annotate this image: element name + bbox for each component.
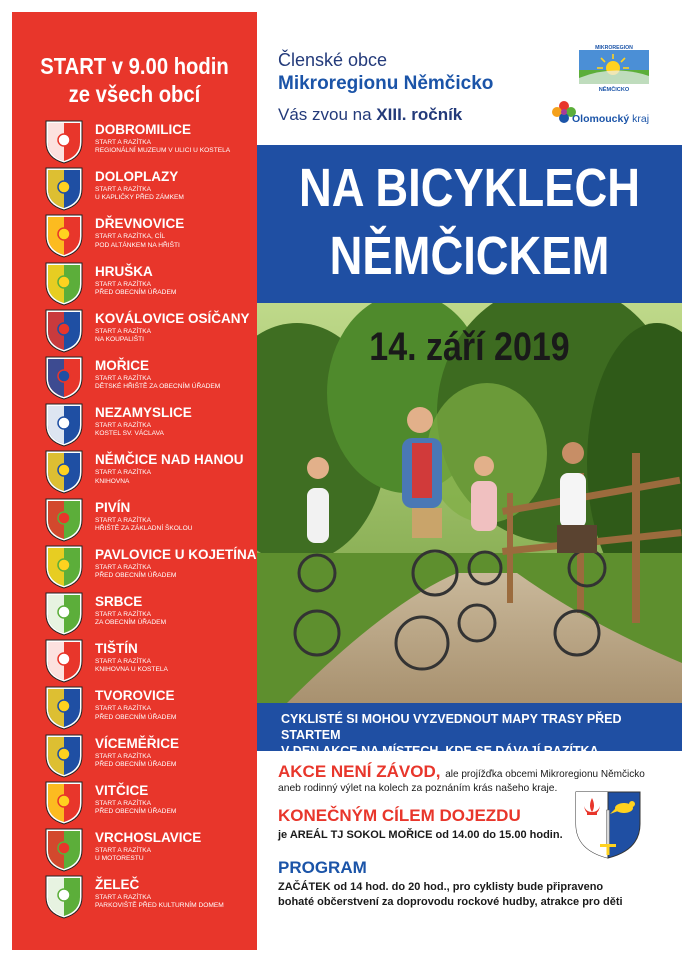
village-start-label: START A RAZÍTKA — [95, 752, 152, 760]
village-start-place: KNIHOVNA — [95, 477, 130, 485]
header-line-2: Mikroregionu Němčicko — [278, 73, 494, 94]
coat-of-arms-icon — [45, 686, 83, 730]
village-start-label: START A RAZÍTKA — [95, 375, 152, 382]
village-name: MOŘICE — [95, 358, 149, 373]
coat-of-arms-icon — [45, 545, 83, 589]
village-item — [45, 781, 260, 825]
village-start-note — [95, 753, 176, 769]
village-item — [45, 545, 260, 589]
olomoucky-kraj-text — [572, 113, 649, 125]
coat-of-arms-icon — [45, 356, 83, 400]
village-start-place: HŘIŠTĚ ZA ZÁKLADNÍ ŠKOLOU — [95, 524, 193, 532]
start-time-heading — [27, 52, 243, 108]
village-start-label: START A RAZÍTKA — [95, 422, 152, 430]
village-item — [45, 875, 260, 919]
village-start-note — [95, 281, 176, 297]
event-date: 14. září 2019 — [369, 325, 570, 369]
coat-of-arms-icon — [45, 214, 83, 258]
village-name: ŽELEČ — [95, 877, 140, 893]
village-name: PAVLOVICE U KOJETÍNA — [95, 546, 257, 562]
village-start-place: POD ALTÁNKEM NA HŘIŠTI — [95, 241, 180, 249]
village-start-label: START A RAZÍTKA — [95, 516, 152, 524]
village-start-label: START A RAZÍTKA — [95, 327, 152, 335]
olomoucky-text-normal: kraj — [629, 113, 650, 125]
village-start-place: DĚTSKÉ HŘIŠTĚ ZA OBECNÍM ÚŘADEM — [95, 383, 221, 391]
village-item — [45, 686, 260, 730]
village-start-note — [95, 658, 168, 674]
morice-coat-of-arms-icon — [574, 790, 642, 860]
village-start-place: NA KOUPALIŠTI — [95, 336, 144, 343]
coat-of-arms-icon — [45, 875, 83, 919]
village-start-label: START A RAZÍTKA — [95, 658, 152, 666]
village-start-place: U MOTORESTU — [95, 855, 144, 863]
not-race-heading-text: AKCE NENÍ ZÁVOD, — [278, 762, 441, 781]
header-line-1: Členské obce — [278, 50, 388, 70]
header-line-3 — [278, 105, 462, 125]
coat-of-arms-icon — [45, 309, 83, 353]
mikroregion-logo-bottom-text: NĚMČICKO — [598, 87, 630, 92]
coat-of-arms-icon — [45, 781, 83, 825]
village-item — [45, 403, 260, 447]
village-name: NEZAMYSLICE — [95, 405, 192, 421]
village-start-note — [95, 705, 176, 721]
village-name: VÍCEMĚŘICE — [95, 735, 180, 751]
village-name: KOVÁLOVICE OSÍČANY — [95, 310, 250, 326]
village-name: TVOROVICE — [95, 688, 175, 704]
village-item — [45, 309, 260, 353]
village-start-note — [95, 328, 151, 344]
village-name: VITČICE — [95, 782, 149, 798]
village-start-label: START A RAZÍTKA — [95, 799, 152, 807]
coat-of-arms-icon — [45, 734, 83, 778]
village-start-label: START A RAZÍTKA, CÍL — [95, 233, 165, 241]
finish-line: je AREÁL TJ SOKOL MOŘICE od 14.00 do 15.00 hodin. — [278, 829, 563, 841]
village-name: HRUŠKA — [95, 263, 153, 279]
village-item — [45, 214, 260, 258]
village-item — [45, 167, 260, 211]
title-banner — [257, 145, 682, 303]
village-start-place: PŘED OBECNÍM ÚŘADEM — [95, 572, 177, 579]
village-name: DOBROMILICE — [95, 122, 191, 137]
village-start-place: PARKOVIŠTĚ PŘED KULTURNÍM DOMEM — [95, 902, 224, 910]
village-start-note — [95, 611, 166, 627]
program-line-2: bohaté občerstvení za doprovodu rockové hudby, atrakce pro děti — [278, 896, 623, 908]
mikroregion-sun-logo-icon — [575, 42, 653, 92]
coat-of-arms-icon — [45, 167, 83, 211]
coat-of-arms-icon — [45, 592, 83, 636]
village-name: TIŠTÍN — [95, 641, 138, 657]
village-start-place: KNIHOVNA U KOSTELA — [95, 666, 168, 674]
village-start-place: PŘED OBECNÍM ÚŘADEM — [95, 713, 177, 721]
village-start-label: START A RAZÍTKA — [95, 563, 152, 571]
village-start-label: START A RAZÍTKA — [95, 894, 152, 902]
village-start-note — [95, 517, 192, 533]
village-start-note — [95, 800, 176, 816]
village-start-place: U KAPLIČKY PŘED ZÁMKEM — [95, 194, 184, 202]
villages-sidebar — [12, 12, 257, 950]
village-name: SRBCE — [95, 594, 143, 609]
village-name: DOLOPLAZY — [95, 169, 179, 185]
header-line-3-prefix: Vás zvou na — [278, 105, 377, 124]
village-start-note — [95, 375, 220, 391]
village-start-note — [95, 422, 164, 438]
village-start-note — [95, 469, 151, 485]
village-start-note — [95, 233, 180, 249]
event-title-line-2: NĚMČICKEM — [329, 226, 610, 286]
program-line-1: ZAČÁTEK od 14 hod. do 20 hod., pro cyklisty bude připraveno — [278, 881, 604, 893]
village-start-label: START A RAZÍTKA — [95, 705, 152, 713]
village-name: VRCHOSLAVICE — [95, 830, 202, 845]
mikroregion-logo-top-text: MIKROREGION — [595, 45, 633, 51]
village-start-note — [95, 894, 224, 910]
coat-of-arms-icon — [45, 262, 83, 306]
map-info-line-1: CYKLISTÉ SI MOHOU VYZVEDNOUT MAPY TRASY PŘED STARTEM — [281, 712, 622, 742]
start-line-2: ze všech obcí — [68, 81, 201, 107]
village-start-label: START A RAZÍTKA — [95, 280, 152, 288]
coat-of-arms-icon — [45, 403, 83, 447]
village-start-place: PŘED OBECNÍM ÚŘADEM — [95, 808, 177, 815]
village-start-label: START A RAZÍTKA — [95, 611, 152, 618]
coat-of-arms-icon — [45, 450, 83, 494]
event-title-line-1: NA BICYKLECH — [298, 158, 641, 218]
village-item — [45, 450, 260, 494]
coat-of-arms-icon — [45, 498, 83, 542]
village-start-label: START A RAZÍTKA — [95, 186, 152, 194]
village-start-place: REGIONÁLNÍ MUZEUM V ULICI U KOSTELA — [95, 147, 231, 155]
olomoucky-kraj-logo — [552, 100, 682, 136]
village-item — [45, 262, 260, 306]
finish-heading: KONEČNÝM CÍLEM DOJEZDU — [278, 806, 521, 825]
village-name: PIVÍN — [95, 499, 131, 515]
village-start-note — [95, 564, 176, 580]
coat-of-arms-icon — [45, 120, 83, 164]
program-heading: PROGRAM — [278, 858, 367, 877]
village-item — [45, 356, 260, 400]
village-item — [45, 828, 260, 872]
not-race-line-2: aneb rodinný výlet na kolech za poznáním krás našeho kraje. — [278, 783, 558, 794]
village-start-note — [95, 139, 230, 155]
map-info-line-2: V DEN AKCE NA MÍSTECH, KDE SE DÁVAJÍ RAZÍTKA — [281, 744, 599, 758]
village-item — [45, 120, 260, 164]
cyclists-photo — [257, 303, 682, 703]
village-start-label: START A RAZÍTKA — [95, 469, 152, 477]
village-start-note — [95, 847, 151, 863]
coat-of-arms-icon — [45, 828, 83, 872]
village-start-place: ZA OBECNÍM ÚŘADEM — [95, 619, 167, 627]
village-name: NĚMČICE NAD HANOU — [95, 452, 244, 468]
header-line-3-edition: XIII. ročník — [376, 105, 463, 124]
village-item — [45, 734, 260, 778]
village-item — [45, 592, 260, 636]
start-line-1: START v 9.00 hodin — [40, 53, 229, 79]
olomoucky-text-bold: Olomoucký — [572, 113, 630, 125]
village-start-note — [95, 186, 184, 202]
village-item — [45, 498, 260, 542]
village-item — [45, 639, 260, 683]
village-name: DŘEVNOVICE — [95, 216, 185, 232]
coat-of-arms-icon — [45, 639, 83, 683]
not-race-note: ale projížďka obcemi Mikroregionu Němčicko — [445, 769, 645, 780]
village-start-label: START A RAZÍTKA — [95, 139, 152, 146]
village-start-place: PŘED OBECNÍM ÚŘADEM — [95, 760, 177, 768]
village-start-place: KOSTEL SV. VÁCLAVA — [95, 430, 164, 438]
village-start-place: PŘED OBECNÍM ÚŘADEM — [95, 288, 177, 296]
map-info-bar — [257, 703, 682, 758]
village-start-label: START A RAZÍTKA — [95, 847, 152, 854]
